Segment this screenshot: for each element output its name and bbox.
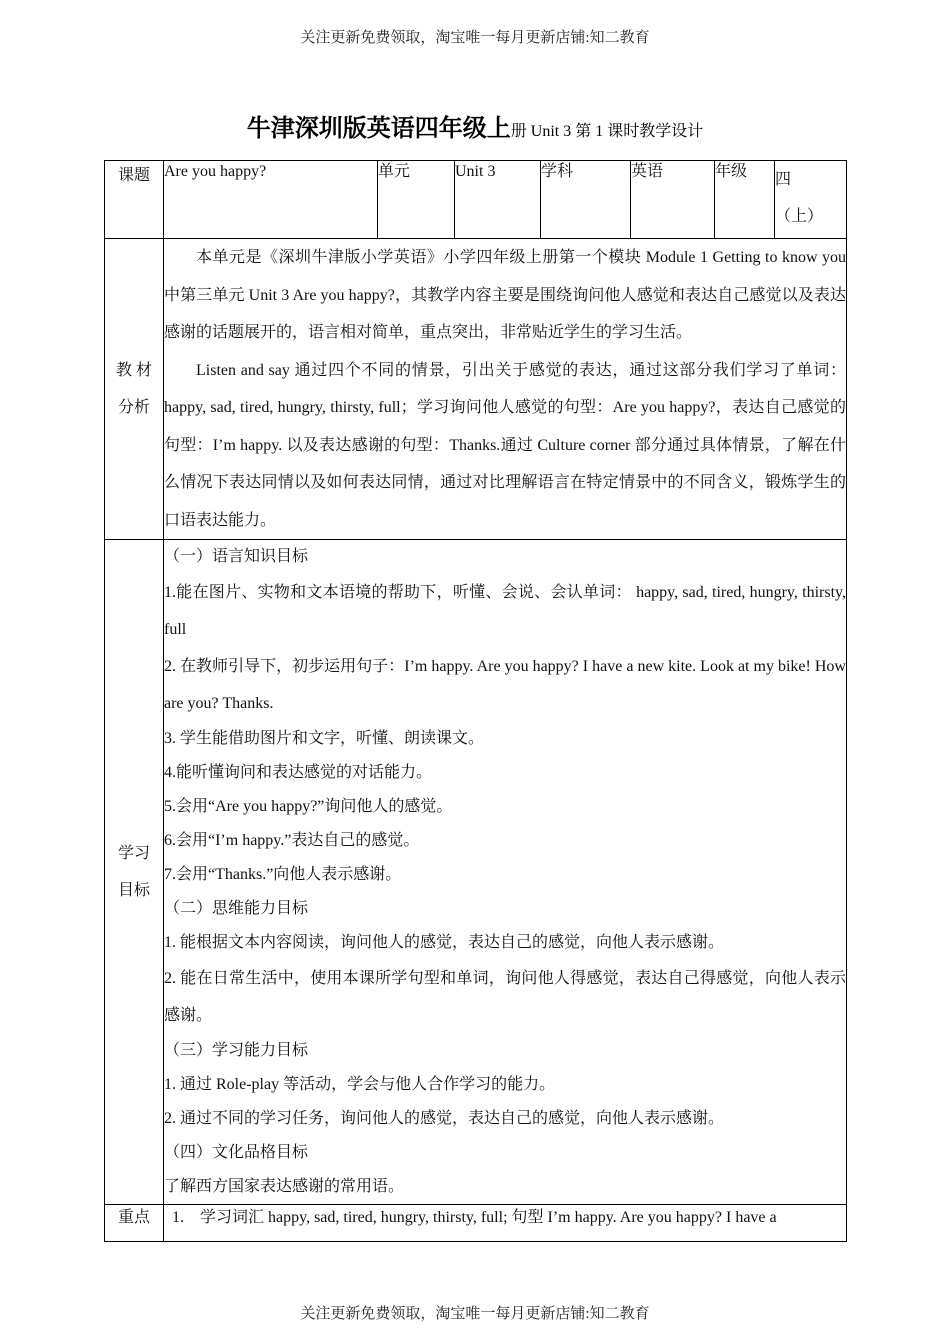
subject-label: 学科 [541,163,574,180]
goals-label-cell [105,540,164,1205]
topic-label: 课题 [117,167,150,184]
goals-s1-item-7: 7.会用“Thanks.”向他人表示感谢。 [164,866,402,883]
analysis-paragraph-2: Listen and say 通过四个不同的情景，引出关于感觉的表达，通过这部分我们学习了单词： happy, sad, tired, hungry, thirsty, full；学习询问他人感觉的句型：Are you happy?，表达自己感觉的句型：I’m happy. 以及表达感谢的句型：Thanks.通过 Culture corner 部分通过具体情景，了解在什么情况下表达同情以及如何表达同情，通过对比理解语言在特定情景中的不同含义，锻炼学生的口语表达能力。 [164,361,846,529]
focus-label: 重点 [117,1209,150,1226]
grade-value-cell [775,161,847,239]
unit-value-cell [455,161,541,239]
goals-section-2-title: （二）思维能力目标 [164,900,309,917]
goals-section-4-title: （四）文化品格目标 [164,1144,309,1161]
focus-content-cell [164,1205,847,1242]
goals-s2-item-2: 2. 能在日常生活中，使用本课所学句型和单词，询问他人得感觉，表达自己得感觉，向他人表示感谢。 [164,970,846,1024]
unit-value: Unit 3 [455,163,496,180]
unit-label-cell [378,161,455,239]
goals-s1-item-1: 1.能在图片、实物和文本语境的帮助下，听懂、会说、会认单词： happy, sad, tired, hungry, thirsty, full [164,584,846,638]
document-title-normal: 册 Unit 3 第 1 课时教学设计 [510,123,704,140]
goals-s1-item-2: 2. 在教师引导下，初步运用句子：I’m happy. Are you happy? I have a new kite. Look at my bike! How are you? Thanks. [164,658,846,712]
page-footer: 关注更新免费领取，淘宝唯一每月更新店铺:知二教育 [300,1306,650,1322]
goals-label-line1: 学习 [117,845,150,862]
focus-row [105,1205,847,1242]
grade-value-line1: 四 [775,171,792,188]
goals-s3-item-2: 2. 通过不同的学习任务，询问他人的感觉，表达自己的感觉，向他人表示感谢。 [164,1110,725,1127]
topic-value: Are you happy? [164,163,267,180]
focus-text: 1. 学习词汇 happy, sad, tired, hungry, thirsty, full; 句型 I’m happy. Are you happy? I have a [172,1209,777,1226]
analysis-content-cell [164,239,847,540]
lesson-plan-table [104,160,847,1242]
goals-s2-item-1: 1. 能根据文本内容阅读，询问他人的感觉，表达自己的感觉，向他人表示感谢。 [164,934,725,951]
grade-label-cell [715,161,775,239]
subject-value: 英语 [631,163,664,180]
analysis-row [105,239,847,540]
analysis-label-cell [105,239,164,540]
topic-value-cell [164,161,378,239]
focus-label-cell [105,1205,164,1242]
goals-s4-item-1: 了解西方国家表达感谢的常用语。 [164,1178,405,1195]
goals-s1-item-5: 5.会用“Are you happy?”询问他人的感觉。 [164,798,453,815]
page-header: 关注更新免费领取，淘宝唯一每月更新店铺:知二教育 [300,30,650,46]
analysis-label-line2: 分析 [117,399,150,416]
unit-label: 单元 [378,163,411,180]
goals-s1-item-6: 6.会用“I’m happy.”表达自己的感觉。 [164,832,420,849]
goals-s1-item-4: 4.能听懂询问和表达感觉的对话能力。 [164,764,433,781]
goals-section-1-title: （一）语言知识目标 [164,548,309,565]
goals-content-cell [164,540,847,1205]
grade-label: 年级 [715,163,748,180]
goals-label-line2: 目标 [117,882,150,899]
subject-value-cell [631,161,715,239]
document-title-bold: 牛津深圳版英语四年级上 [246,116,511,142]
document-title [0,108,950,143]
topic-label-cell [105,161,164,239]
goals-row [105,540,847,1205]
header-row [105,161,847,239]
analysis-paragraph-1: 本单元是《深圳牛津版小学英语》小学四年级上册第一个模块 Module 1 Getting to know you 中第三单元 Unit 3 Are you happy?，其教学内容主要是围绕询问他人感觉和表达自己感觉以及表达感谢的话题展开的，语言相对简单，重点突出，非常贴近学生的学习生活。 [164,249,846,341]
analysis-label-line1: 教 材 [115,362,152,379]
goals-s3-item-1: 1. 通过 Role-play 等活动，学会与他人合作学习的能力。 [164,1076,556,1093]
goals-section-3-title: （三）学习能力目标 [164,1042,309,1059]
grade-value-line2: （上） [775,208,824,225]
subject-label-cell [541,161,631,239]
goals-s1-item-3: 3. 学生能借助图片和文字，听懂、朗读课文。 [164,730,485,747]
